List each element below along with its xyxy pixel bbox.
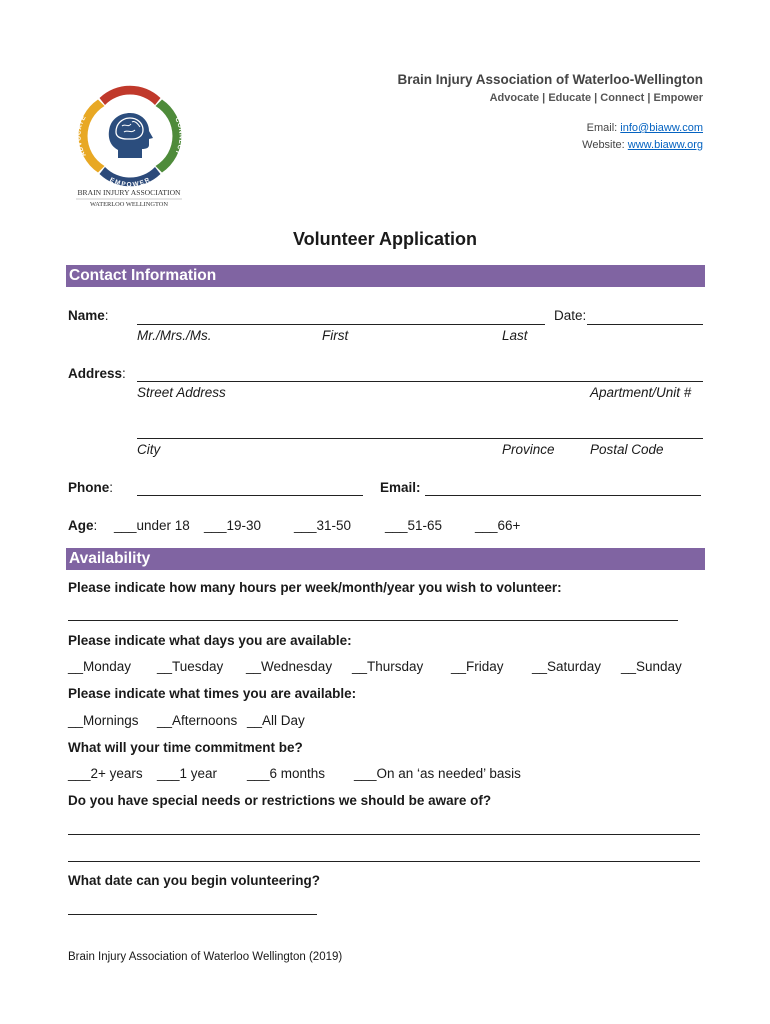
email-link[interactable]: info@biaww.com (620, 122, 703, 134)
logo-word-advocate: ADVOCATE (75, 114, 88, 158)
commitment-option-1-year[interactable]: ___1 year (157, 766, 218, 781)
age-option-51-65[interactable]: ___51-65 (385, 518, 443, 533)
org-website-line (582, 139, 703, 151)
time-option-mornings[interactable]: __Mornings (68, 713, 139, 728)
special-needs-question: Do you have special needs or restrictions we should be aware of? (68, 793, 492, 808)
hours-question: Please indicate how many hours per week/month/year you wish to volunteer: (68, 580, 562, 595)
name-hint-title: Mr./Mrs./Ms. (137, 328, 212, 343)
day-option-wednesday[interactable]: __Wednesday (246, 659, 333, 674)
hours-answer-field[interactable] (68, 620, 678, 621)
logo-line2: WATERLOO WELLINGTON (89, 201, 169, 208)
form-title: Volunteer Application (292, 229, 477, 249)
start-date-field[interactable] (68, 914, 317, 915)
special-needs-field-line-2[interactable] (68, 861, 700, 862)
website-label: Website: (582, 139, 628, 151)
age-option-66-plus[interactable]: ___66+ (475, 518, 521, 533)
logo-word-connect: CONNECT (173, 116, 185, 156)
email-field-label: Email: (380, 480, 421, 495)
logo-graphic (72, 76, 187, 208)
org-name: Brain Injury Association of Waterloo-Wellington (397, 72, 703, 87)
email-field[interactable] (425, 495, 701, 496)
day-option-saturday[interactable]: __Saturday (532, 659, 602, 674)
commitment-option-2-years[interactable]: ___2+ years (68, 766, 143, 781)
date-label: Date: (554, 308, 587, 323)
name-field[interactable] (137, 324, 545, 325)
head-icon (109, 113, 153, 158)
org-email-line (587, 122, 703, 134)
age-label: Age: (68, 518, 98, 533)
day-option-thursday[interactable]: __Thursday (352, 659, 424, 674)
date-field[interactable] (587, 324, 703, 325)
commitment-option-as-needed[interactable]: ___On an ‘as needed’ basis (354, 766, 521, 781)
age-option-31-50[interactable]: ___31-50 (294, 518, 352, 533)
phone-field[interactable] (137, 495, 363, 496)
days-question: Please indicate what days you are available: (68, 633, 352, 648)
email-label: Email: (586, 122, 621, 134)
day-option-monday[interactable]: __Monday (68, 659, 132, 674)
postal-code-hint: Postal Code (590, 442, 664, 457)
footer-text: Brain Injury Association of Waterloo Wellington (2019) (68, 951, 343, 963)
times-question: Please indicate what times you are available: (68, 686, 357, 701)
street-address-hint: Street Address (137, 385, 226, 400)
address-label: Address: (68, 366, 126, 381)
commitment-option-6-months[interactable]: ___6 months (247, 766, 326, 781)
section-contact-information: Contact Information (66, 265, 705, 287)
name-hint-last: Last (502, 328, 528, 343)
commitment-question: What will your time commitment be? (68, 740, 303, 755)
city-province-postal-field[interactable] (137, 438, 703, 439)
street-address-field[interactable] (137, 381, 703, 382)
organization-logo (72, 76, 187, 208)
phone-label: Phone: (68, 480, 114, 495)
day-option-friday[interactable]: __Friday (451, 659, 504, 674)
day-option-sunday[interactable]: __Sunday (621, 659, 682, 674)
org-tagline: Advocate | Educate | Connect | Empower (489, 92, 703, 104)
logo-line1: BRAIN INJURY ASSOCIATION (77, 188, 181, 197)
time-option-all-day[interactable]: __All Day (247, 713, 305, 728)
name-hint-first: First (322, 328, 349, 343)
logo-word-educate: EDUCATE (111, 78, 149, 90)
logo-word-empower: EMPOWER (108, 176, 152, 189)
start-date-question: What date can you begin volunteering? (68, 873, 321, 888)
website-link[interactable]: www.biaww.org (627, 139, 703, 151)
day-option-tuesday[interactable]: __Tuesday (157, 659, 224, 674)
province-hint: Province (502, 442, 555, 457)
section-availability: Availability (66, 548, 705, 570)
time-option-afternoons[interactable]: __Afternoons (157, 713, 238, 728)
apartment-hint: Apartment/Unit # (590, 385, 692, 400)
special-needs-field-line-1[interactable] (68, 834, 700, 835)
age-option-19-30[interactable]: ___19-30 (204, 518, 262, 533)
city-hint: City (137, 442, 161, 457)
name-label: Name: (68, 308, 109, 323)
age-option-under-18[interactable]: ___under 18 (114, 518, 190, 533)
